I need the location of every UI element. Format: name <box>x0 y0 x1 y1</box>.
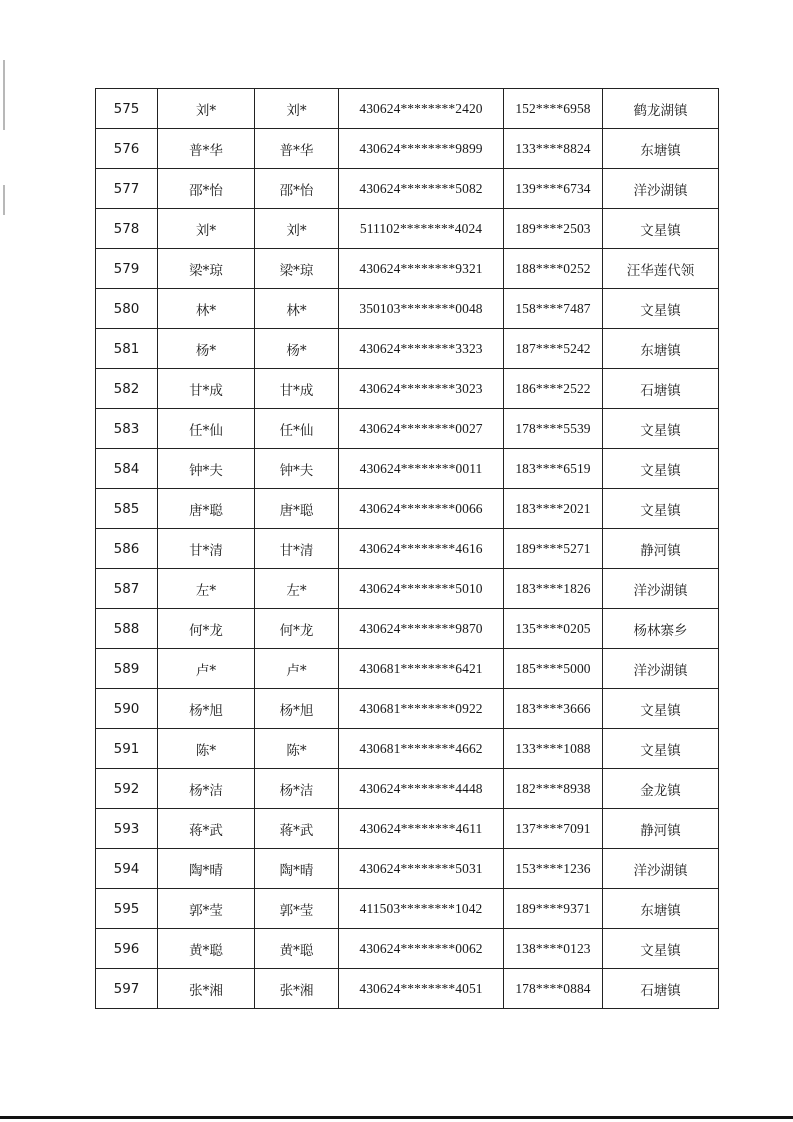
recipient-name-cell: 邵*怡 <box>255 169 339 209</box>
page-bottom-rule <box>0 1116 793 1119</box>
name-cell: 唐*聪 <box>158 489 255 529</box>
table-row <box>96 849 719 889</box>
recipient-name-cell: 刘* <box>255 209 339 249</box>
town-cell: 文星镇 <box>603 409 719 449</box>
id-number-cell: 430624********3023 <box>339 369 504 409</box>
table-row <box>96 809 719 849</box>
id-number-cell: 430624********9870 <box>339 609 504 649</box>
row-number-cell: 589 <box>96 649 158 689</box>
table-row <box>96 129 719 169</box>
id-number-cell: 430624********0062 <box>339 929 504 969</box>
name-cell: 杨* <box>158 329 255 369</box>
id-number-cell: 430624********0066 <box>339 489 504 529</box>
row-number-cell: 593 <box>96 809 158 849</box>
town-cell: 石塘镇 <box>603 969 719 1009</box>
table-row <box>96 929 719 969</box>
name-cell: 刘* <box>158 89 255 129</box>
town-cell: 东塘镇 <box>603 329 719 369</box>
phone-cell: 135****0205 <box>504 609 603 649</box>
id-number-cell: 430624********4616 <box>339 529 504 569</box>
recipient-name-cell: 何*龙 <box>255 609 339 649</box>
name-cell: 甘*清 <box>158 529 255 569</box>
id-number-cell: 430624********5031 <box>339 849 504 889</box>
phone-cell: 183****2021 <box>504 489 603 529</box>
table-row <box>96 689 719 729</box>
recipient-name-cell: 甘*成 <box>255 369 339 409</box>
town-cell: 静河镇 <box>603 809 719 849</box>
row-number-cell: 590 <box>96 689 158 729</box>
row-number-cell: 582 <box>96 369 158 409</box>
binding-margin-mark <box>3 60 5 130</box>
row-number-cell: 583 <box>96 409 158 449</box>
id-number-cell: 430624********2420 <box>339 89 504 129</box>
town-cell: 鹤龙湖镇 <box>603 89 719 129</box>
name-cell: 郭*莹 <box>158 889 255 929</box>
town-cell: 洋沙湖镇 <box>603 849 719 889</box>
phone-cell: 185****5000 <box>504 649 603 689</box>
recipient-name-cell: 杨*洁 <box>255 769 339 809</box>
phone-cell: 138****0123 <box>504 929 603 969</box>
id-number-cell: 430624********0027 <box>339 409 504 449</box>
table-row <box>96 969 719 1009</box>
town-cell: 文星镇 <box>603 729 719 769</box>
table-row <box>96 449 719 489</box>
id-number-cell: 430624********3323 <box>339 329 504 369</box>
name-cell: 邵*怡 <box>158 169 255 209</box>
row-number-cell: 580 <box>96 289 158 329</box>
town-cell: 文星镇 <box>603 689 719 729</box>
name-cell: 左* <box>158 569 255 609</box>
recipient-name-cell: 唐*聪 <box>255 489 339 529</box>
town-cell: 文星镇 <box>603 449 719 489</box>
town-cell: 静河镇 <box>603 529 719 569</box>
phone-cell: 183****1826 <box>504 569 603 609</box>
town-cell: 金龙镇 <box>603 769 719 809</box>
name-cell: 杨*洁 <box>158 769 255 809</box>
row-number-cell: 579 <box>96 249 158 289</box>
name-cell: 梁*琼 <box>158 249 255 289</box>
recipient-name-cell: 卢* <box>255 649 339 689</box>
name-cell: 陶*晴 <box>158 849 255 889</box>
id-number-cell: 511102********4024 <box>339 209 504 249</box>
id-number-cell: 430624********0011 <box>339 449 504 489</box>
table-row <box>96 89 719 129</box>
phone-cell: 178****5539 <box>504 409 603 449</box>
id-number-cell: 430681********0922 <box>339 689 504 729</box>
row-number-cell: 578 <box>96 209 158 249</box>
recipient-name-cell: 林* <box>255 289 339 329</box>
recipient-name-cell: 张*湘 <box>255 969 339 1009</box>
town-cell: 石塘镇 <box>603 369 719 409</box>
table-row <box>96 729 719 769</box>
id-number-cell: 430624********4448 <box>339 769 504 809</box>
recipient-name-cell: 任*仙 <box>255 409 339 449</box>
phone-cell: 133****8824 <box>504 129 603 169</box>
phone-cell: 158****7487 <box>504 289 603 329</box>
table-row <box>96 249 719 289</box>
recipient-name-cell: 陈* <box>255 729 339 769</box>
phone-cell: 189****5271 <box>504 529 603 569</box>
row-number-cell: 588 <box>96 609 158 649</box>
recipient-name-cell: 杨*旭 <box>255 689 339 729</box>
name-cell: 张*湘 <box>158 969 255 1009</box>
id-number-cell: 430624********9321 <box>339 249 504 289</box>
name-cell: 蒋*武 <box>158 809 255 849</box>
id-number-cell: 430624********5082 <box>339 169 504 209</box>
town-cell: 汪华莲代领 <box>603 249 719 289</box>
name-cell: 普*华 <box>158 129 255 169</box>
row-number-cell: 585 <box>96 489 158 529</box>
row-number-cell: 577 <box>96 169 158 209</box>
recipient-name-cell: 梁*琼 <box>255 249 339 289</box>
row-number-cell: 586 <box>96 529 158 569</box>
phone-cell: 187****5242 <box>504 329 603 369</box>
table-row <box>96 889 719 929</box>
row-number-cell: 581 <box>96 329 158 369</box>
binding-margin-mark <box>3 185 5 215</box>
town-cell: 杨林寨乡 <box>603 609 719 649</box>
recipient-name-cell: 陶*晴 <box>255 849 339 889</box>
phone-cell: 178****0884 <box>504 969 603 1009</box>
phone-cell: 133****1088 <box>504 729 603 769</box>
name-cell: 甘*成 <box>158 369 255 409</box>
town-cell: 洋沙湖镇 <box>603 169 719 209</box>
roster-table-body <box>96 89 719 1009</box>
row-number-cell: 576 <box>96 129 158 169</box>
phone-cell: 189****2503 <box>504 209 603 249</box>
name-cell: 钟*夫 <box>158 449 255 489</box>
phone-cell: 183****3666 <box>504 689 603 729</box>
town-cell: 文星镇 <box>603 489 719 529</box>
table-row <box>96 769 719 809</box>
phone-cell: 186****2522 <box>504 369 603 409</box>
name-cell: 黄*聪 <box>158 929 255 969</box>
table-row <box>96 369 719 409</box>
id-number-cell: 430681********4662 <box>339 729 504 769</box>
name-cell: 刘* <box>158 209 255 249</box>
table-row <box>96 529 719 569</box>
town-cell: 东塘镇 <box>603 129 719 169</box>
town-cell: 洋沙湖镇 <box>603 649 719 689</box>
recipient-name-cell: 蒋*武 <box>255 809 339 849</box>
table-row <box>96 329 719 369</box>
table-row <box>96 409 719 449</box>
phone-cell: 182****8938 <box>504 769 603 809</box>
row-number-cell: 591 <box>96 729 158 769</box>
name-cell: 任*仙 <box>158 409 255 449</box>
phone-cell: 183****6519 <box>504 449 603 489</box>
town-cell: 文星镇 <box>603 209 719 249</box>
town-cell: 洋沙湖镇 <box>603 569 719 609</box>
id-number-cell: 430624********4051 <box>339 969 504 1009</box>
phone-cell: 153****1236 <box>504 849 603 889</box>
recipient-name-cell: 郭*莹 <box>255 889 339 929</box>
id-number-cell: 430624********5010 <box>339 569 504 609</box>
table-row <box>96 489 719 529</box>
table-row <box>96 289 719 329</box>
name-cell: 卢* <box>158 649 255 689</box>
phone-cell: 188****0252 <box>504 249 603 289</box>
recipient-name-cell: 左* <box>255 569 339 609</box>
row-number-cell: 597 <box>96 969 158 1009</box>
row-number-cell: 592 <box>96 769 158 809</box>
table-row <box>96 609 719 649</box>
row-number-cell: 584 <box>96 449 158 489</box>
name-cell: 林* <box>158 289 255 329</box>
name-cell: 何*龙 <box>158 609 255 649</box>
recipient-name-cell: 钟*夫 <box>255 449 339 489</box>
recipient-name-cell: 黄*聪 <box>255 929 339 969</box>
recipient-name-cell: 刘* <box>255 89 339 129</box>
id-number-cell: 430624********4611 <box>339 809 504 849</box>
row-number-cell: 596 <box>96 929 158 969</box>
phone-cell: 189****9371 <box>504 889 603 929</box>
recipient-name-cell: 普*华 <box>255 129 339 169</box>
roster-table <box>95 88 719 1009</box>
row-number-cell: 587 <box>96 569 158 609</box>
town-cell: 东塘镇 <box>603 889 719 929</box>
name-cell: 陈* <box>158 729 255 769</box>
row-number-cell: 595 <box>96 889 158 929</box>
id-number-cell: 411503********1042 <box>339 889 504 929</box>
phone-cell: 139****6734 <box>504 169 603 209</box>
row-number-cell: 575 <box>96 89 158 129</box>
row-number-cell: 594 <box>96 849 158 889</box>
recipient-name-cell: 杨* <box>255 329 339 369</box>
id-number-cell: 430624********9899 <box>339 129 504 169</box>
name-cell: 杨*旭 <box>158 689 255 729</box>
phone-cell: 137****7091 <box>504 809 603 849</box>
table-row <box>96 649 719 689</box>
table-row <box>96 569 719 609</box>
id-number-cell: 350103********0048 <box>339 289 504 329</box>
recipient-name-cell: 甘*清 <box>255 529 339 569</box>
id-number-cell: 430681********6421 <box>339 649 504 689</box>
table-row <box>96 169 719 209</box>
phone-cell: 152****6958 <box>504 89 603 129</box>
town-cell: 文星镇 <box>603 929 719 969</box>
table-row <box>96 209 719 249</box>
town-cell: 文星镇 <box>603 289 719 329</box>
